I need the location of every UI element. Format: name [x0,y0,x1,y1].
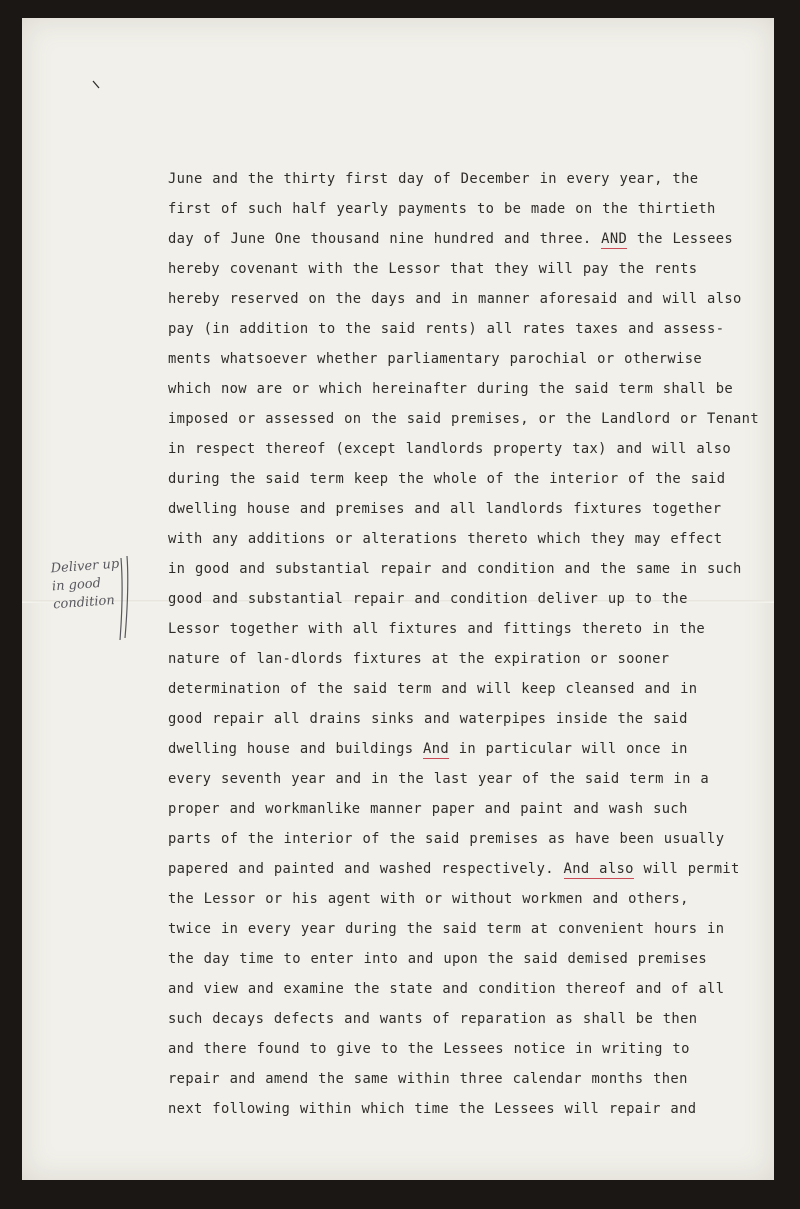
text-line [168,944,788,974]
line-text: ments whatsoever whether parliamentary parochial or otherwise [168,351,703,367]
underlined-word: AND [601,231,628,247]
underlined-word: And also [563,861,634,877]
line-text: in respect thereof (except landlords property tax) and will also [168,441,732,457]
text-line [168,764,788,794]
text-line [168,584,788,614]
underlined-word: And [423,741,450,757]
annotation-line: Deliver up [50,556,120,577]
line-text: in good and substantial repair and condition and the same in such [168,561,742,577]
line-text: which now are or which hereinafter during the said term shall be [168,381,734,397]
text-line [168,404,788,434]
line-text: pay (in addition to the said rents) all rates taxes and assess- [168,321,725,337]
line-text: hereby reserved on the days and in manner aforesaid and will also [168,291,742,307]
margin-annotation [50,556,122,615]
text-line [168,1004,788,1034]
line-text: twice in every year during the said term at convenient hours in [168,921,725,937]
margin-bracket [118,554,132,644]
line-text: will permit [633,861,740,877]
line-text: proper and workmanlike manner paper and paint and wash such [168,801,688,817]
text-line [168,374,788,404]
body-text [168,164,788,1124]
annotation-line: condition [52,593,116,613]
line-text: such decays defects and wants of reparation as shall be then [168,1011,698,1027]
line-text: imposed or assessed on the said premises, or the Landlord or Tenant [168,411,759,427]
line-text: and there found to give to the Lessees notice in writing to [168,1041,690,1057]
line-text: the day time to enter into and upon the said demised premises [168,951,708,967]
text-line [168,224,788,254]
text-line [168,614,788,644]
line-text: nature of lan-dlords fixtures at the expiration or sooner [168,651,670,667]
text-line [168,884,788,914]
text-line [168,314,788,344]
line-text: day of June One thousand nine hundred and three. [168,231,602,247]
text-line [168,704,788,734]
line-text: every seventh year and in the last year of the said term in a [168,771,710,787]
text-line [168,854,788,884]
text-line [168,1034,788,1064]
text-line [168,344,788,374]
line-text: the Lessor or his agent with or without workmen and others, [168,891,689,907]
line-text: dwelling house and premises and all landlords fixtures together [168,501,722,517]
line-text: in particular will once in [449,741,688,757]
text-line [168,494,788,524]
text-line [168,164,788,194]
document-page [22,18,774,1180]
line-text: the Lessees [627,231,734,247]
tick-mark [92,80,102,90]
line-text: next following within which time the Lessees will repair and [168,1101,697,1117]
line-text: Lessor together with all fixtures and fittings thereto in the [168,621,706,637]
line-text: good repair all drains sinks and waterpipes inside the said [168,711,688,727]
line-text: and view and examine the state and condition thereof and of all [168,981,725,997]
text-line [168,464,788,494]
text-line [168,1094,788,1124]
text-line [168,824,788,854]
text-line [168,914,788,944]
text-line [168,554,788,584]
text-line [168,794,788,824]
line-text: determination of the said term and will keep cleansed and in [168,681,698,697]
text-line [168,434,788,464]
line-text: first of such half yearly payments to be made on the thirtieth [168,201,716,217]
text-line [168,674,788,704]
text-line [168,974,788,1004]
line-text: hereby covenant with the Lessor that they will pay the rents [168,261,698,277]
text-line [168,734,788,764]
annotation-line: in good [51,575,102,595]
text-line [168,644,788,674]
text-line [168,284,788,314]
line-text: during the said term keep the whole of the interior of the said [168,471,726,487]
text-line [168,524,788,554]
line-text: with any additions or alterations thereto which they may effect [168,531,723,547]
line-text: parts of the interior of the said premises as have been usually [168,831,725,847]
text-line [168,1064,788,1094]
line-text: dwelling house and buildings [168,741,424,757]
text-line [168,194,788,224]
line-text: good and substantial repair and condition deliver up to the [168,591,688,607]
line-text: papered and painted and washed respectively. [168,861,564,877]
line-text: June and the thirty first day of December in every year, the [168,171,699,187]
line-text: repair and amend the same within three calendar months then [168,1071,688,1087]
text-line [168,254,788,284]
